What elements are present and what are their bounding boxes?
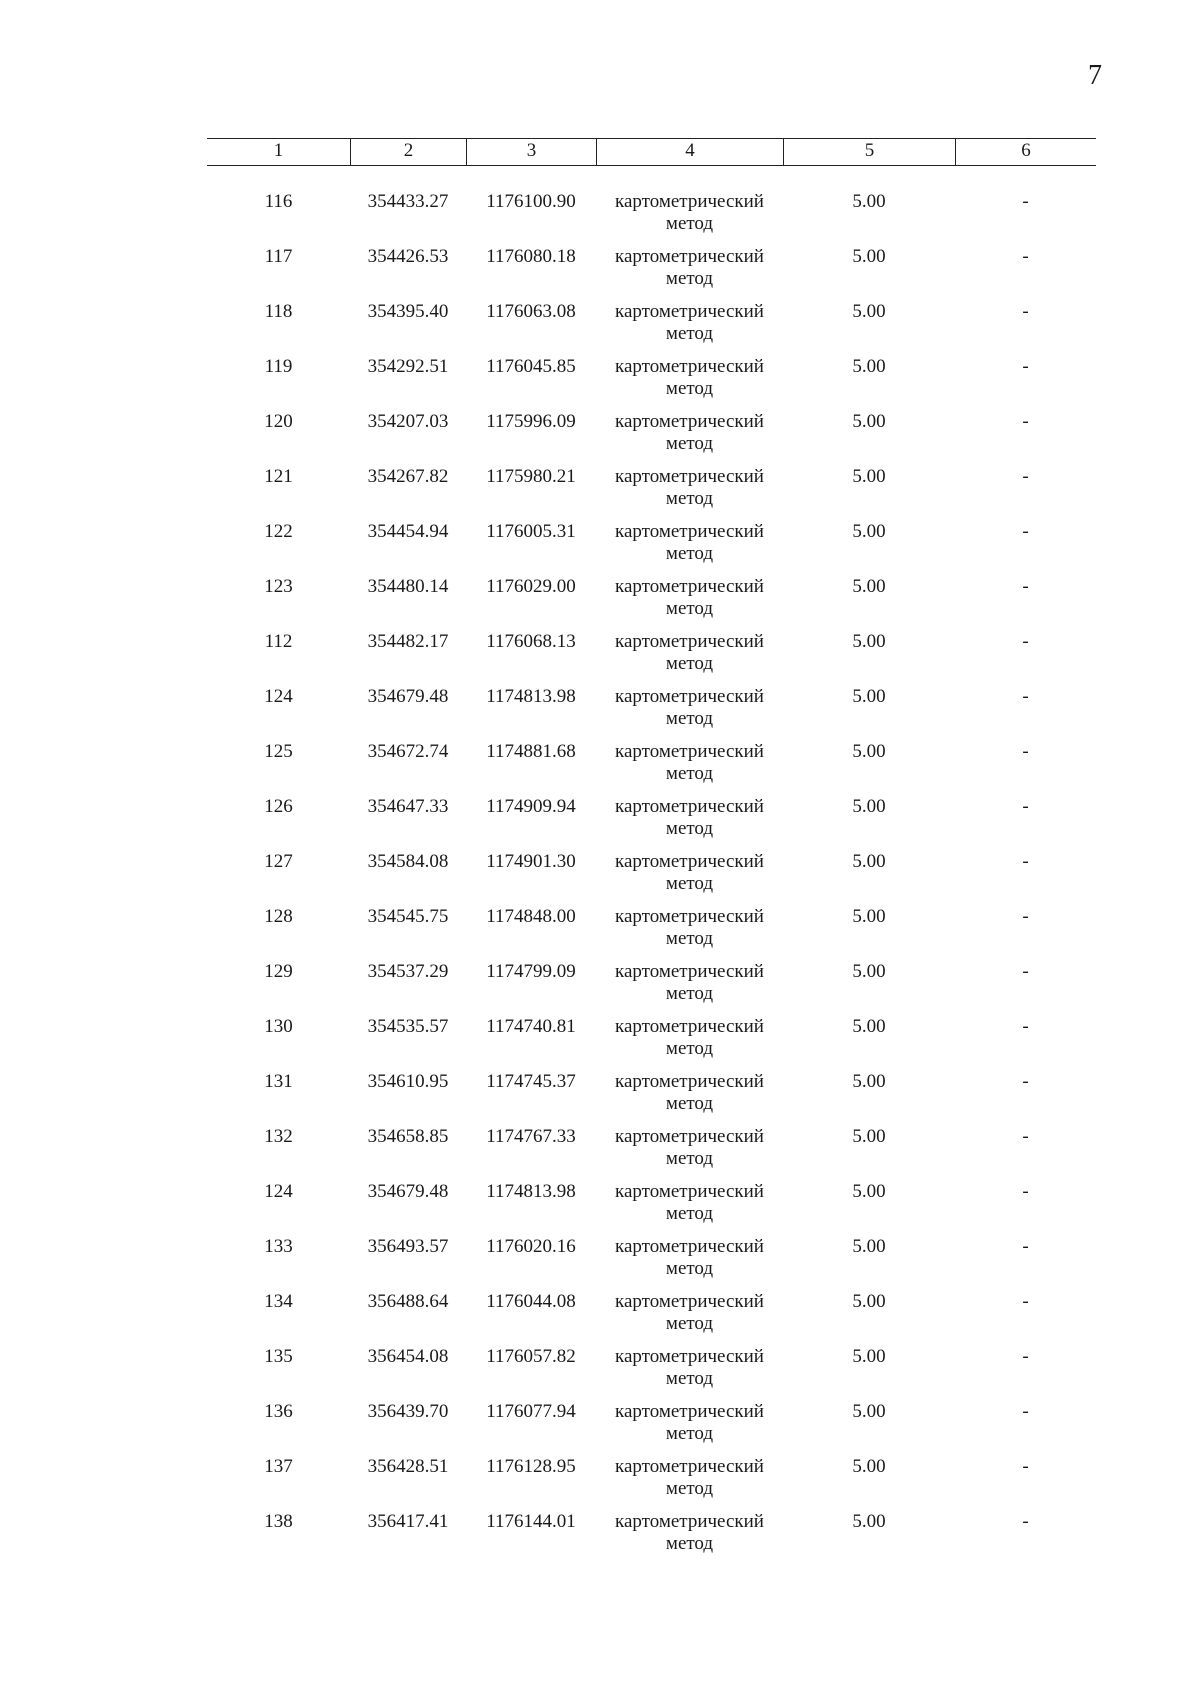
method-line-1: картометрический: [615, 246, 764, 267]
point-number-cell: 124: [264, 1181, 293, 1202]
x-coordinate-cell: 356454.08: [367, 1346, 449, 1367]
note-cell: -: [1022, 1456, 1029, 1477]
y-coordinate-cell: 1174767.33: [486, 1126, 576, 1147]
table-row: [207, 1291, 1096, 1346]
point-number-cell: 116: [264, 191, 293, 212]
y-coordinate-cell: 1174848.00: [486, 906, 576, 927]
method-line-1: картометрический: [615, 301, 764, 322]
method-line-2: метод: [665, 213, 714, 234]
table-row: [207, 906, 1096, 961]
method-line-1: картометрический: [615, 1016, 764, 1037]
y-coordinate-cell: 1176063.08: [486, 301, 576, 322]
method-cell: [596, 1511, 783, 1566]
point-number-cell: 112: [264, 631, 293, 652]
method-cell: [596, 631, 783, 686]
y-coordinate-cell: 1176005.31: [486, 521, 576, 542]
accuracy-cell: 5.00: [852, 356, 886, 377]
method-line-1: картометрический: [615, 631, 764, 652]
method-line-1: картометрический: [615, 1511, 764, 1532]
x-coordinate-cell: 354480.14: [367, 576, 449, 597]
header-cell-6: 6: [955, 139, 1096, 165]
method-line-2: метод: [665, 763, 714, 784]
method-cell: [596, 741, 783, 796]
note-cell: -: [1022, 741, 1029, 762]
method-cell: [596, 1071, 783, 1126]
y-coordinate-cell: 1174745.37: [486, 1071, 576, 1092]
accuracy-cell: 5.00: [852, 741, 886, 762]
method-cell: [596, 411, 783, 466]
x-coordinate-cell: 354267.82: [367, 466, 449, 487]
note-cell: -: [1022, 356, 1029, 377]
accuracy-cell: 5.00: [852, 466, 886, 487]
accuracy-cell: 5.00: [852, 1181, 886, 1202]
method-line-1: картометрический: [615, 851, 764, 872]
table-row: [207, 191, 1096, 246]
method-cell: [596, 466, 783, 521]
method-cell: [596, 521, 783, 576]
note-cell: -: [1022, 301, 1029, 322]
point-number-cell: 121: [264, 466, 293, 487]
method-line-1: картометрический: [615, 796, 764, 817]
method-line-2: метод: [665, 983, 714, 1004]
table-header-row: [207, 138, 1096, 166]
header-cell-4: 4: [596, 139, 783, 165]
note-cell: -: [1022, 1071, 1029, 1092]
table-row: [207, 741, 1096, 796]
point-number-cell: 132: [264, 1126, 293, 1147]
y-coordinate-cell: 1176080.18: [486, 246, 576, 267]
x-coordinate-cell: 354679.48: [367, 686, 449, 707]
table-body: [207, 191, 1096, 1566]
note-cell: -: [1022, 1181, 1029, 1202]
x-coordinate-cell: 354672.74: [367, 741, 449, 762]
method-line-2: метод: [665, 1038, 714, 1059]
note-cell: -: [1022, 851, 1029, 872]
method-line-2: метод: [665, 1478, 714, 1499]
accuracy-cell: 5.00: [852, 1126, 886, 1147]
point-number-cell: 135: [264, 1346, 293, 1367]
y-coordinate-cell: 1176057.82: [486, 1346, 576, 1367]
x-coordinate-cell: 354395.40: [367, 301, 449, 322]
y-coordinate-cell: 1176045.85: [486, 356, 576, 377]
table-row: [207, 356, 1096, 411]
method-cell: [596, 576, 783, 631]
y-coordinate-cell: 1174813.98: [486, 1181, 576, 1202]
y-coordinate-cell: 1174909.94: [486, 796, 576, 817]
method-line-2: метод: [665, 1203, 714, 1224]
method-line-2: метод: [665, 543, 714, 564]
y-coordinate-cell: 1174813.98: [486, 686, 576, 707]
method-line-2: метод: [665, 708, 714, 729]
table-row: [207, 631, 1096, 686]
method-line-2: метод: [665, 488, 714, 509]
note-cell: -: [1022, 1126, 1029, 1147]
point-number-cell: 130: [264, 1016, 293, 1037]
accuracy-cell: 5.00: [852, 631, 886, 652]
accuracy-cell: 5.00: [852, 686, 886, 707]
note-cell: -: [1022, 631, 1029, 652]
note-cell: -: [1022, 411, 1029, 432]
method-line-1: картометрический: [615, 356, 764, 377]
note-cell: -: [1022, 1346, 1029, 1367]
header-cell-1: 1: [273, 140, 284, 161]
point-number-cell: 129: [264, 961, 293, 982]
method-cell: [596, 301, 783, 356]
point-number-cell: 128: [264, 906, 293, 927]
x-coordinate-cell: 356428.51: [367, 1456, 449, 1477]
method-cell: [596, 906, 783, 961]
method-line-2: метод: [665, 1093, 714, 1114]
y-coordinate-cell: 1176144.01: [486, 1511, 576, 1532]
method-line-1: картометрический: [615, 1181, 764, 1202]
coordinates-table: [207, 138, 1096, 1566]
point-number-cell: 131: [264, 1071, 293, 1092]
method-cell: [596, 191, 783, 246]
point-number-cell: 138: [264, 1511, 293, 1532]
method-cell: [596, 356, 783, 411]
method-line-2: метод: [665, 1533, 714, 1554]
table-row: [207, 301, 1096, 356]
method-line-2: метод: [665, 653, 714, 674]
table-row: [207, 1236, 1096, 1291]
table-row: [207, 246, 1096, 301]
x-coordinate-cell: 356439.70: [367, 1401, 449, 1422]
point-number-cell: 119: [264, 356, 293, 377]
note-cell: -: [1022, 906, 1029, 927]
table-row: [207, 1071, 1096, 1126]
note-cell: -: [1022, 796, 1029, 817]
point-number-cell: 123: [264, 576, 293, 597]
note-cell: -: [1022, 1236, 1029, 1257]
method-line-1: картометрический: [615, 1291, 764, 1312]
y-coordinate-cell: 1175980.21: [486, 466, 576, 487]
table-row: [207, 1126, 1096, 1181]
table-row: [207, 1401, 1096, 1456]
x-coordinate-cell: 354535.57: [367, 1016, 449, 1037]
method-line-2: метод: [665, 1313, 714, 1334]
method-cell: [596, 1126, 783, 1181]
note-cell: -: [1022, 521, 1029, 542]
x-coordinate-cell: 354454.94: [367, 521, 449, 542]
note-cell: -: [1022, 576, 1029, 597]
point-number-cell: 124: [264, 686, 293, 707]
y-coordinate-cell: 1176128.95: [486, 1456, 576, 1477]
x-coordinate-cell: 354433.27: [367, 191, 449, 212]
method-cell: [596, 1291, 783, 1346]
point-number-cell: 118: [264, 301, 293, 322]
method-line-2: метод: [665, 378, 714, 399]
point-number-cell: 136: [264, 1401, 293, 1422]
page-number: 7: [1088, 60, 1102, 91]
method-cell: [596, 851, 783, 906]
x-coordinate-cell: 354426.53: [367, 246, 449, 267]
method-line-1: картометрический: [615, 191, 764, 212]
table-row: [207, 961, 1096, 1016]
x-coordinate-cell: 354292.51: [367, 356, 449, 377]
note-cell: -: [1022, 191, 1029, 212]
note-cell: -: [1022, 1401, 1029, 1422]
method-line-2: метод: [665, 598, 714, 619]
table-row: [207, 466, 1096, 521]
table-row: [207, 521, 1096, 576]
y-coordinate-cell: 1176020.16: [486, 1236, 576, 1257]
note-cell: -: [1022, 1291, 1029, 1312]
x-coordinate-cell: 354545.75: [367, 906, 449, 927]
method-line-2: метод: [665, 268, 714, 289]
method-line-2: метод: [665, 818, 714, 839]
x-coordinate-cell: 354537.29: [367, 961, 449, 982]
method-cell: [596, 1016, 783, 1071]
y-coordinate-cell: 1176029.00: [486, 576, 576, 597]
accuracy-cell: 5.00: [852, 1511, 886, 1532]
x-coordinate-cell: 354610.95: [367, 1071, 449, 1092]
note-cell: -: [1022, 246, 1029, 267]
method-line-1: картометрический: [615, 1236, 764, 1257]
accuracy-cell: 5.00: [852, 1291, 886, 1312]
method-line-1: картометрический: [615, 1456, 764, 1477]
x-coordinate-cell: 356417.41: [367, 1511, 449, 1532]
method-line-1: картометрический: [615, 1346, 764, 1367]
method-line-1: картометрический: [615, 576, 764, 597]
method-cell: [596, 1456, 783, 1511]
method-line-2: метод: [665, 928, 714, 949]
method-cell: [596, 246, 783, 301]
method-line-1: картометрический: [615, 1071, 764, 1092]
x-coordinate-cell: 354679.48: [367, 1181, 449, 1202]
x-coordinate-cell: 356488.64: [367, 1291, 449, 1312]
table-row: [207, 851, 1096, 906]
method-line-2: метод: [665, 1258, 714, 1279]
accuracy-cell: 5.00: [852, 796, 886, 817]
method-cell: [596, 961, 783, 1016]
method-line-1: картометрический: [615, 1401, 764, 1422]
point-number-cell: 133: [264, 1236, 293, 1257]
method-cell: [596, 686, 783, 741]
point-number-cell: 134: [264, 1291, 293, 1312]
x-coordinate-cell: 356493.57: [367, 1236, 449, 1257]
table-row: [207, 411, 1096, 466]
point-number-cell: 125: [264, 741, 293, 762]
note-cell: -: [1022, 1016, 1029, 1037]
point-number-cell: 122: [264, 521, 293, 542]
method-line-1: картометрический: [615, 686, 764, 707]
accuracy-cell: 5.00: [852, 1401, 886, 1422]
header-cell-2: 2: [350, 139, 466, 165]
method-line-2: метод: [665, 1368, 714, 1389]
accuracy-cell: 5.00: [852, 1456, 886, 1477]
table-row: [207, 1511, 1096, 1566]
note-cell: -: [1022, 1511, 1029, 1532]
method-line-1: картометрический: [615, 741, 764, 762]
method-cell: [596, 1181, 783, 1236]
y-coordinate-cell: 1174799.09: [486, 961, 576, 982]
y-coordinate-cell: 1176077.94: [486, 1401, 576, 1422]
note-cell: -: [1022, 686, 1029, 707]
accuracy-cell: 5.00: [852, 851, 886, 872]
y-coordinate-cell: 1176100.90: [486, 191, 576, 212]
accuracy-cell: 5.00: [852, 411, 886, 432]
accuracy-cell: 5.00: [852, 1236, 886, 1257]
y-coordinate-cell: 1174881.68: [486, 741, 576, 762]
y-coordinate-cell: 1175996.09: [486, 411, 576, 432]
y-coordinate-cell: 1174740.81: [486, 1016, 576, 1037]
table-row: [207, 1346, 1096, 1401]
method-cell: [596, 1401, 783, 1456]
y-coordinate-cell: 1174901.30: [486, 851, 576, 872]
method-cell: [596, 1236, 783, 1291]
x-coordinate-cell: 354647.33: [367, 796, 449, 817]
point-number-cell: 120: [264, 411, 293, 432]
method-line-2: метод: [665, 323, 714, 344]
note-cell: -: [1022, 466, 1029, 487]
accuracy-cell: 5.00: [852, 246, 886, 267]
point-number-cell: 127: [264, 851, 293, 872]
method-line-2: метод: [665, 1423, 714, 1444]
point-number-cell: 137: [264, 1456, 293, 1477]
note-cell: -: [1022, 961, 1029, 982]
point-number-cell: 126: [264, 796, 293, 817]
accuracy-cell: 5.00: [852, 906, 886, 927]
accuracy-cell: 5.00: [852, 191, 886, 212]
y-coordinate-cell: 1176068.13: [486, 631, 576, 652]
method-line-1: картометрический: [615, 906, 764, 927]
y-coordinate-cell: 1176044.08: [486, 1291, 576, 1312]
accuracy-cell: 5.00: [852, 1016, 886, 1037]
method-line-1: картометрический: [615, 411, 764, 432]
table-row: [207, 1181, 1096, 1236]
accuracy-cell: 5.00: [852, 961, 886, 982]
header-cell-5: 5: [783, 139, 955, 165]
table-row: [207, 1456, 1096, 1511]
x-coordinate-cell: 354207.03: [367, 411, 449, 432]
accuracy-cell: 5.00: [852, 301, 886, 322]
method-cell: [596, 796, 783, 851]
method-line-2: метод: [665, 873, 714, 894]
table-row: [207, 576, 1096, 631]
method-line-2: метод: [665, 433, 714, 454]
table-row: [207, 686, 1096, 741]
x-coordinate-cell: 354584.08: [367, 851, 449, 872]
accuracy-cell: 5.00: [852, 521, 886, 542]
accuracy-cell: 5.00: [852, 1071, 886, 1092]
method-line-1: картометрический: [615, 466, 764, 487]
method-cell: [596, 1346, 783, 1401]
table-row: [207, 796, 1096, 851]
x-coordinate-cell: 354658.85: [367, 1126, 449, 1147]
accuracy-cell: 5.00: [852, 576, 886, 597]
accuracy-cell: 5.00: [852, 1346, 886, 1367]
point-number-cell: 117: [264, 246, 293, 267]
method-line-2: метод: [665, 1148, 714, 1169]
method-line-1: картометрический: [615, 961, 764, 982]
x-coordinate-cell: 354482.17: [367, 631, 449, 652]
method-line-1: картометрический: [615, 521, 764, 542]
table-row: [207, 1016, 1096, 1071]
method-line-1: картометрический: [615, 1126, 764, 1147]
header-cell-3: 3: [466, 139, 596, 165]
